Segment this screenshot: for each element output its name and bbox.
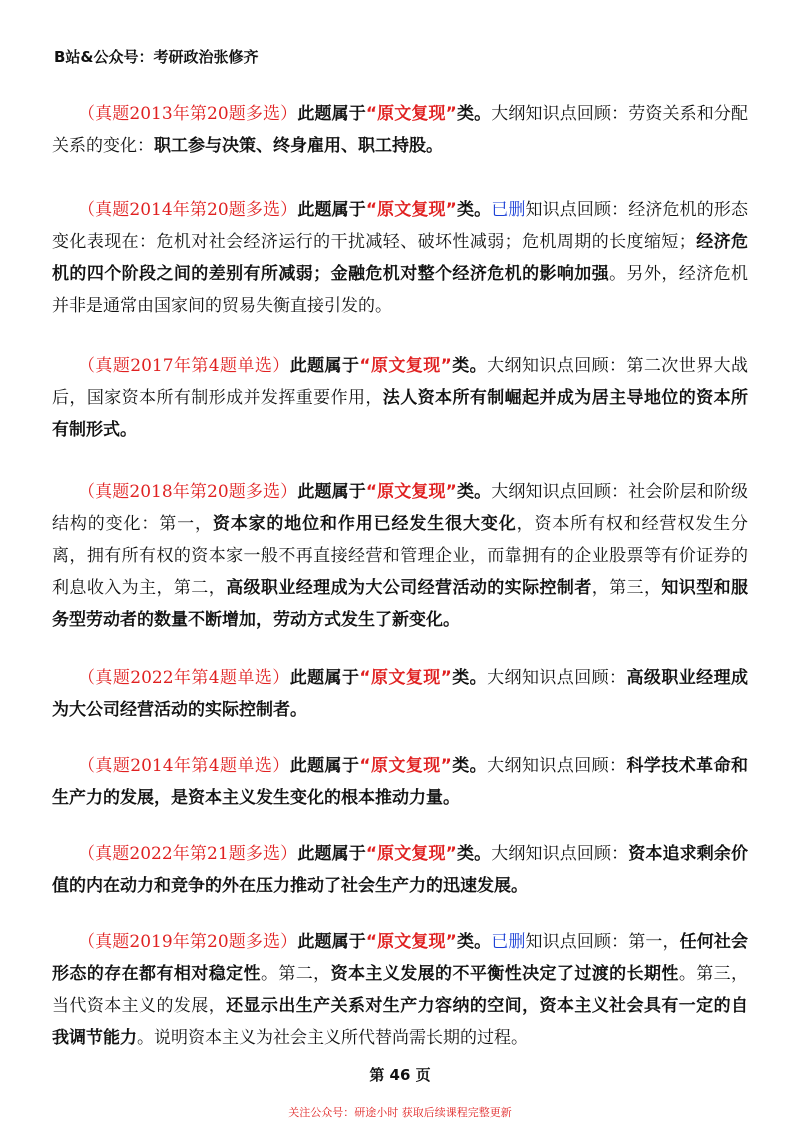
question-source: （真题2013年第20题多选） (78, 104, 298, 124)
question-paragraph (52, 476, 748, 636)
category-lead: 此题属于 (289, 668, 360, 688)
category-tag: “原文复现” (359, 756, 452, 776)
question-paragraph (52, 350, 748, 446)
question-source: （真题2014年第4题单选） (78, 756, 290, 776)
key-point: 高级职业经理成为大公司经营活动的实际控制者。 (52, 668, 749, 720)
category-suffix: 类。 (456, 200, 492, 220)
category-tag: “原文复现” (365, 482, 457, 502)
question-paragraph (52, 98, 748, 162)
category-tag: “原文复现” (365, 104, 457, 124)
review-text: 知识点回顾：经济危机的形态变化表现在：危机对社会经济运行的干扰减轻、破坏性减弱；危机周期的长度缩短； (52, 200, 749, 252)
key-point: 资本家的地位和作用已经发生很大变化 (212, 514, 517, 534)
review-text: 大纲知识点回顾： (487, 668, 627, 688)
review-text: 。第三，当代资本主义的发展， (52, 964, 749, 1016)
category-lead: 此题属于 (289, 756, 360, 776)
review-text: 。另外，经济危机并非是通常由国家间的贸易失衡直接引发的。 (52, 264, 749, 316)
footer-note: 关注公众号：研途小时 获取后续课程完整更新 (288, 1106, 512, 1119)
category-tag: “原文复现” (359, 668, 452, 688)
category-tag: “原文复现” (359, 356, 452, 376)
category-suffix: 类。 (456, 482, 492, 502)
category-suffix: 类。 (451, 756, 488, 776)
review-text: 大纲知识点回顾：第二次世界大战后，国家资本所有制形成并发挥重要作用， (52, 356, 748, 408)
category-lead: 此题属于 (297, 482, 366, 502)
key-point: 法人资本所有制崛起并成为居主导地位的资本所有制形式。 (52, 388, 749, 440)
question-paragraph (52, 662, 748, 726)
review-text: ，资本所有权和经营权发生分离，拥有所有权的资本家一般不再直接经营和管理企业，而靠拥有的企业股票等有价证券的利息收入为主，第二， (52, 514, 749, 598)
category-suffix: 类。 (456, 844, 492, 864)
key-point: 资本主义发展的不平衡性决定了过渡的长期性 (330, 964, 679, 984)
review-text: 。第二， (260, 964, 331, 984)
question-paragraph (52, 750, 748, 814)
key-point: 资本追求剩余价值的内在动力和竞争的外在压力推动了社会生产力的迅速发展。 (52, 844, 749, 896)
question-source: （真题2019年第20题多选） (78, 932, 298, 952)
category-tag: “原文复现” (365, 200, 457, 220)
category-lead: 此题属于 (297, 200, 366, 220)
review-text: 。说明资本主义为社会主义所代替尚需长期的过程。 (137, 1028, 528, 1048)
review-text: 大纲知识点回顾： (487, 756, 627, 776)
question-paragraph (52, 194, 748, 322)
key-point: 职工参与决策、终身雇用、职工持股。 (154, 136, 443, 156)
question-source: （真题2022年第4题单选） (78, 668, 290, 688)
review-text: 知识点回顾：第一， (525, 932, 680, 952)
review-text: 大纲知识点回顾：劳资关系和分配关系的变化： (52, 104, 749, 156)
page-number: 第 46 页 (369, 1066, 431, 1084)
key-point: 科学技术革命和生产力的发展，是资本主义发生变化的根本推动力量。 (52, 756, 749, 808)
key-point: 知识型和服务型劳动者的数量不断增加，劳动方式发生了新变化。 (52, 578, 749, 630)
category-suffix: 类。 (456, 104, 492, 124)
question-source: （真题2017年第4题单选） (78, 356, 290, 376)
category-tag: “原文复现” (365, 844, 457, 864)
review-text: 大纲知识点回顾： (491, 844, 629, 864)
question-paragraph (52, 926, 748, 1054)
category-lead: 此题属于 (289, 356, 360, 376)
question-source: （真题2018年第20题多选） (78, 482, 298, 502)
category-lead: 此题属于 (297, 932, 366, 952)
key-point: 还显示出生产关系对生产力容纳的空间，资本主义社会具有一定的自我调节能力 (52, 996, 749, 1048)
key-point: 任何社会形态的存在都有相对稳定性 (52, 932, 749, 984)
category-lead: 此题属于 (297, 104, 366, 124)
key-point: 经济危机的四个阶段之间的差别有所减弱；金融危机对整个经济危机的影响加强 (52, 232, 749, 284)
question-source: （真题2022年第21题多选） (78, 844, 298, 864)
category-lead: 此题属于 (297, 844, 366, 864)
key-point: 高级职业经理成为大公司经营活动的实际控制者 (226, 578, 592, 598)
category-tag: “原文复现” (365, 932, 457, 952)
category-suffix: 类。 (451, 668, 488, 688)
category-suffix: 类。 (451, 356, 488, 376)
deleted-mark: 已删 (491, 932, 526, 952)
page-header: B站&公众号：考研政治张修齐 (54, 48, 259, 66)
question-paragraph (52, 838, 748, 902)
deleted-mark: 已删 (491, 200, 526, 220)
review-text: 大纲知识点回顾：社会阶层和阶级结构的变化：第一， (52, 482, 749, 534)
question-source: （真题2014年第20题多选） (78, 200, 298, 220)
review-text: ，第三， (591, 578, 662, 598)
category-suffix: 类。 (456, 932, 492, 952)
